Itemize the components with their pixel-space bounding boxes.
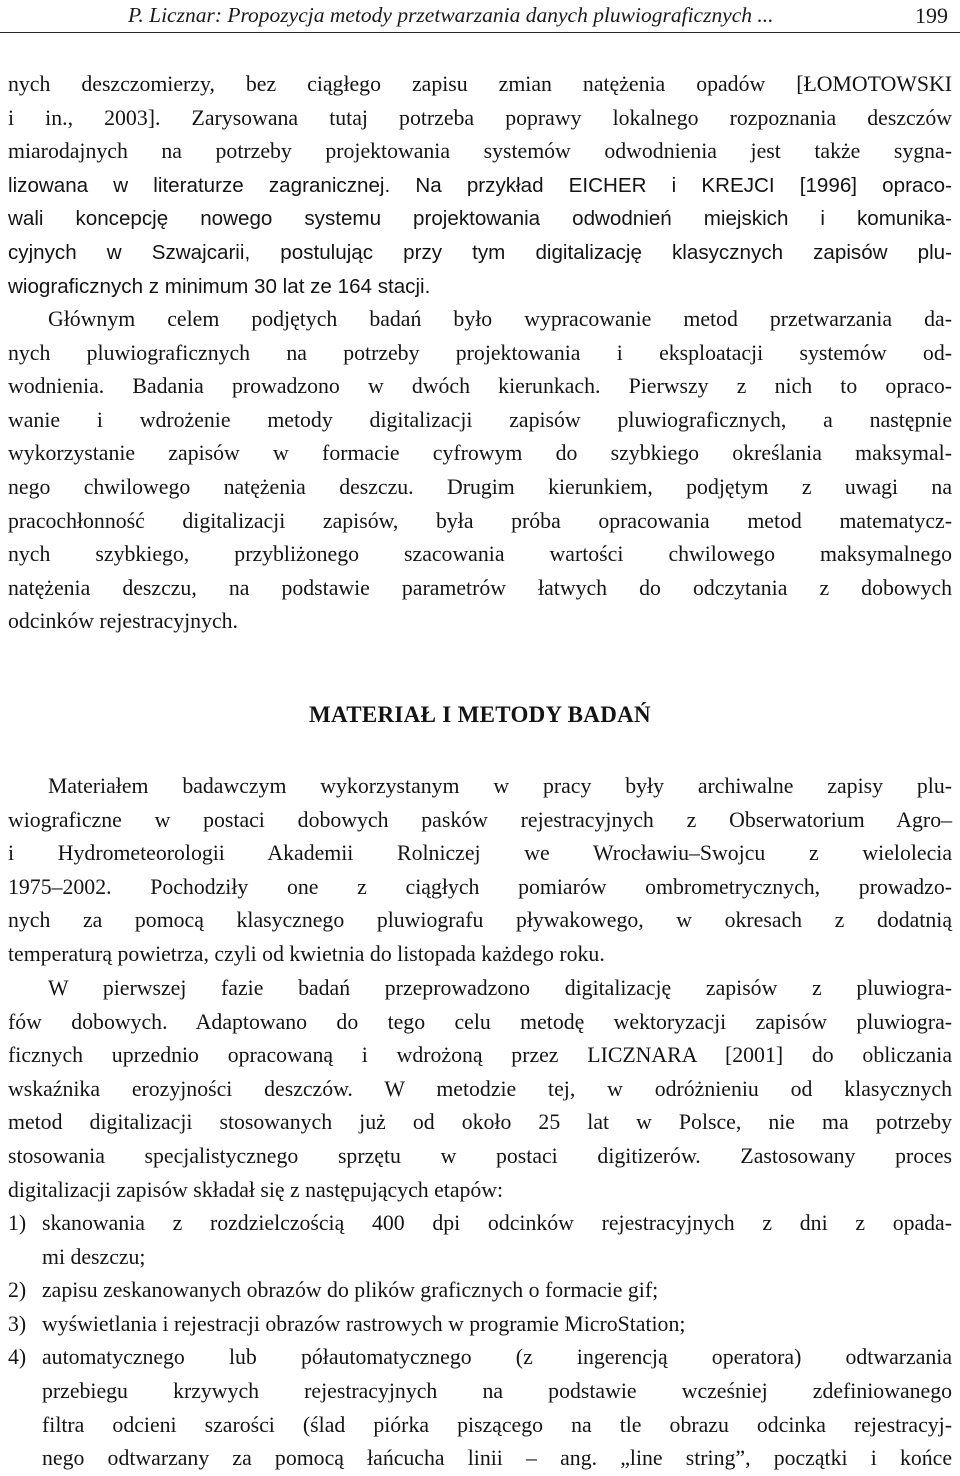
text-line: wanie i wdrożenie metody digitalizacji zapisów pluwiograficznych, a następnie [8,407,952,432]
text-line: nych szybkiego, przybliżonego szacowania wartości chwilowego maksymalnego [8,542,952,567]
list-item [8,1207,952,1274]
list-item [8,1308,952,1342]
text-line: i in., 2003]. Zarysowana tutaj potrzeba poprawy lokalnego rozpoznania deszczów [8,105,952,130]
text-line: i Hydrometeorologii Akademii Rolniczej we Wrocławiu–Swojcu z wielolecia [8,841,952,866]
running-header [0,0,960,33]
page-number: 199 [915,3,948,28]
paragraph-digitization [8,972,952,1207]
text-line: cyjnych w Szwajcarii, postulując przy tym digitalizację klasycznych zapisów plu- [8,240,952,264]
text-line: odcinków rejestracyjnych. [8,609,238,634]
header-rule [0,32,960,33]
text-line: ficznych uprzednio opracowaną i wdrożoną przez LICZNARA [2001] do obliczania [8,1043,952,1068]
text-line: nych pluwiograficznych na potrzeby projektowania i eksploatacji systemów od- [8,340,952,365]
list-number: 3) [8,1311,27,1336]
text-line: przebiegu krzywych rejestracyjnych na podstawie wcześniej zdefiniowanego [42,1378,952,1403]
list-item [8,1341,952,1475]
text-line: metod digitalizacji stosowanych już od około 25 lat w Polsce, nie ma potrzeby [8,1110,952,1135]
list-number: 1) [8,1211,27,1235]
section-heading: MATERIAŁ I METODY BADAŃ [309,702,651,727]
text-line: nych za pomocą klasycznego pluwiografu pływakowego, w okresach z dodatnią [8,908,952,933]
text-line: wiograficznych z minimum 30 lat ze 164 stacji. [8,274,431,298]
text-line: wykorzystanie zapisów w formacie cyfrowym do szybkiego określania maksymal- [8,441,952,466]
list-number: 4) [8,1345,27,1370]
text-line: nego chwilowego natężenia deszczu. Drugim kierunkiem, podjętym z uwagi na [8,474,952,499]
steps-list [8,1207,952,1476]
text-line: nych deszczomierzy, bez ciągłego zapisu zmian natężenia opadów [ŁOMOTOWSKI [8,72,952,96]
running-title: P. Licznar: Propozycja metody przetwarzania danych pluwiograficznych ... [128,3,774,27]
text-line: wali koncepcję nowego systemu projektowania odwodnień miejskich i komunika- [8,207,952,231]
text-line: mi deszczu; [42,1244,146,1269]
text-line: natężenia deszczu, na podstawie parametrów łatwych do odczytania z dobowych [8,575,952,600]
text-line: miarodajnych na potrzeby projektowania systemów odwodnienia jest także sygna- [8,139,952,164]
paragraph-research-goal [8,303,952,639]
text-line: pracochłonność digitalizacji zapisów, była próba opracowania metod matematycz- [8,508,952,533]
text-line: digitalizacji zapisów składał się z następujących etapów: [8,1177,504,1202]
text-line: 1975–2002. Pochodziły one z ciągłych pomiarów ombrometrycznych, prowadzo- [8,874,952,899]
paragraph-intro [8,68,952,303]
text-line: wyświetlania i rejestracji obrazów rastrowych w programie MicroStation; [42,1311,686,1336]
text-line: skanowania z rozdzielczością 400 dpi odcinków rejestracyjnych z dni z opada- [42,1211,952,1235]
text-line: Głównym celem podjętych badań było wypracowanie metod przetwarzania da- [48,307,952,331]
text-line: lizowana w literaturze zagranicznej. Na przykład EICHER i KREJCI [1996] opraco- [8,173,952,197]
text-line: stosowania specjalistycznego sprzętu w postaci digitizerów. Zastosowany proces [8,1143,952,1168]
text-line: wiograficzne w postaci dobowych pasków rejestracyjnych z Obserwatorium Agro– [8,807,952,832]
text-line: filtra odcieni szarości (ślad piórka piszącego na tle obrazu odcinka rejestracyj- [42,1412,952,1437]
text-line: fów dobowych. Adaptowano do tego celu metodę wektoryzacji zapisów pluwiogra- [8,1009,952,1034]
text-line: wodnienia. Badania prowadzono w dwóch kierunkach. Pierwszy z nich to opraco- [8,374,952,399]
list-item [8,1274,952,1308]
list-number: 2) [8,1278,27,1303]
text-line: W pierwszej fazie badań przeprowadzono digitalizację zapisów z pluwiogra- [48,976,952,1000]
text-line: wskaźnika erozyjności deszczów. W metodzie tej, w odróżnieniu od klasycznych [8,1076,952,1101]
text-line: Materiałem badawczym wykorzystanym w pracy były archiwalne zapisy plu- [48,774,952,798]
text-line: zapisu zeskanowanych obrazów do plików graficznych o formacie gif; [42,1278,659,1303]
paragraph-material [8,770,952,972]
text-line: temperaturą powietrza, czyli od kwietnia do listopada każdego roku. [8,941,605,966]
text-line: automatycznego lub półautomatycznego (z ingerencją operatora) odtwarzania [42,1345,952,1370]
text-line: nego odtwarzany za pomocą łańcucha linii – ang. „line string”, początki i końce [42,1446,952,1471]
